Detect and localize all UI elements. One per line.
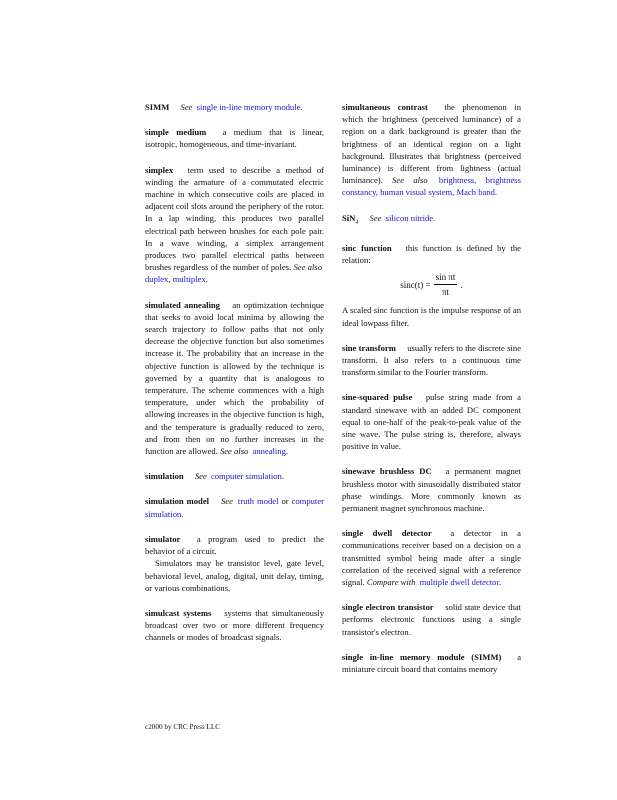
cross-reference-link[interactable]: silicon nitride. [385,212,436,223]
entry-single-dwell-detector [342,527,521,588]
entry-definition: a detector in a communications receiver based on a decision on a transmitted symbol being made after a single correlation of the received signal with a reference signal. [342,528,521,588]
entry-term: SiN [342,212,356,223]
cross-reference-link[interactable]: duplex [145,274,169,285]
cross-reference-link[interactable]: annealing [252,446,286,457]
entry-simm [145,101,324,113]
entry-term: SIMM [145,102,170,112]
entry-definition: pulse string made from a standard sinewave with an added DC component equal to one-half of the peak-to-peak value of the sine wave. The pulse string is, therefore, always positive in value. [342,392,521,452]
separator: , [168,274,171,285]
period: . [181,508,184,519]
period: . [205,274,208,285]
see-label: See [369,212,382,223]
cross-reference-link[interactable]: brightness, brightness constancy, human visual system, Mach band [342,175,521,198]
entry-single-inline-memory-module [342,651,521,675]
entry-sin4 [342,212,521,229]
entry-definition: this function is defined by the relation: [342,242,521,265]
entry-paragraph: Simulators may be transistor level, gate level, behavioral level, analog, digital, unit delay, timing, or various combinations. [145,558,324,593]
entry-definition: systems that simultaneously broadcast over two or more different frequency channels or modes of broadcast signals. [145,607,324,643]
entry-paragraph [342,242,521,266]
formula-period: . [460,279,463,290]
see-label: See [220,496,233,507]
formula-lhs: sinc(t) = [400,279,431,290]
entry-definition: the phenomenon in which the brightness (perceived luminance) of a region on a dark background is greater than the brightness of an identical region on a light background. Illustrates that brightness (perceived luminance) is different from lightness (actual luminance). [342,102,521,186]
entry-definition: term used to describe a method of winding the armature of a commutated electric machine in which consecutive coils are placed in adjacent coil slots around the periphery of the rotor. In a lap winding, this produces two parallel electrical path between brushes for each pole pair. In a wave winding, a simplex arrangement produces two parallel electrical paths between brushes regardless of the number of poles. [145,164,324,273]
entry-simplex [145,164,324,286]
entry-simulation-model [145,495,324,519]
formula-numerator: sin πt [434,271,458,285]
entry-sine-transform [342,342,521,379]
see-label: See [180,102,193,112]
entry-term: sinewave brushless DC [342,466,432,477]
cross-reference-link[interactable]: computer simulation. [210,471,284,482]
entry-term: simulation [145,471,184,482]
page-footer: c2000 by CRC Press LLC [145,723,221,731]
entry-term: sine-squared pulse [342,392,413,403]
period: . [498,577,502,588]
entry-term: simulated annealing [145,299,220,310]
sinc-formula [342,271,521,298]
entry-definition: a program used to predict the behavior of a circuit. [145,533,324,557]
entry-definition: a permanent magnet brushless motor with sinusoidally distributed stator phase windings. More commonly known as permanent magnet synchronous machine. [342,466,521,513]
formula-denominator: πt [442,287,450,298]
cross-reference-link[interactable]: single in-line memory module. [196,102,303,112]
entry-simulation [145,470,324,482]
formula-fraction [434,271,458,298]
entry-term: sinc function [342,242,392,253]
entry-term: single in-line memory module (SIMM) [342,651,502,662]
entry-simulated-annealing [145,299,324,458]
entry-simultaneous-contrast [342,101,521,199]
period: . [285,446,289,457]
entry-term: simple medium [145,127,207,138]
entry-paragraph: A scaled sinc function is the impulse response of an ideal lowpass filter. [342,305,521,328]
entry-definition: a miniature circuit board that contains memory [342,651,522,675]
entry-term: simulation model [145,496,210,507]
see-also-label: See also [293,262,323,273]
entry-paragraph [145,533,324,557]
entry-definition: usually refers to the discrete sine transform. It also refers to a continuous time transform similar to the Fourier transform. [342,342,522,378]
right-column [342,101,521,688]
subscript: 4 [355,219,359,226]
period: . [494,187,498,198]
entry-sinewave-brushless-dc [342,465,521,514]
entry-definition: an optimization technique that seeks to avoid local minima by allowing the search trajectory to follow paths that not only decrease the objective function but also sometimes increase it. The probability that an increase in the objective function is allowed by the technique is governed by a quantity that is analogous to temperature. The scheme commences with a high temperature, under which the probability of allowing increases in the objective function is high, and the temperature is gradually reduced to zero, and from then on no further increases in the function are allowed. [145,299,324,457]
entry-term: simulator [145,533,181,544]
entry-term: simulcast systems [145,607,212,618]
left-column [145,101,324,657]
entry-definition: a medium that is linear, isotropic, homogeneous, and time-invariant. [145,127,324,150]
cross-reference-link[interactable]: truth model [237,496,279,507]
entry-single-electron-transistor [342,601,521,638]
entry-term: single dwell detector [342,528,432,539]
entry-sine-squared-pulse [342,391,521,452]
cross-reference-link[interactable]: computer simulation [145,496,325,519]
see-also-label: See also [219,446,249,457]
entry-simple-medium [145,126,324,150]
entry-simulcast-systems [145,607,324,644]
see-label: See [194,471,207,482]
entry-definition: solid state device that performs electronic functions using a single transistor's electron. [342,602,521,637]
entry-term: simplex [145,164,174,175]
cross-reference-link[interactable]: multiple dwell detector [419,577,499,588]
compare-label: Compare with [366,577,416,588]
or-word: or [281,496,289,507]
entry-term: simultaneous contrast [342,102,428,112]
entry-term: sine transform [342,342,396,353]
entry-simulator [145,533,324,594]
entry-term: single electron transistor [342,602,434,613]
entry-sinc-function [342,242,521,329]
cross-reference-link[interactable]: multiplex [172,274,206,285]
see-also-label: See also [392,175,428,186]
